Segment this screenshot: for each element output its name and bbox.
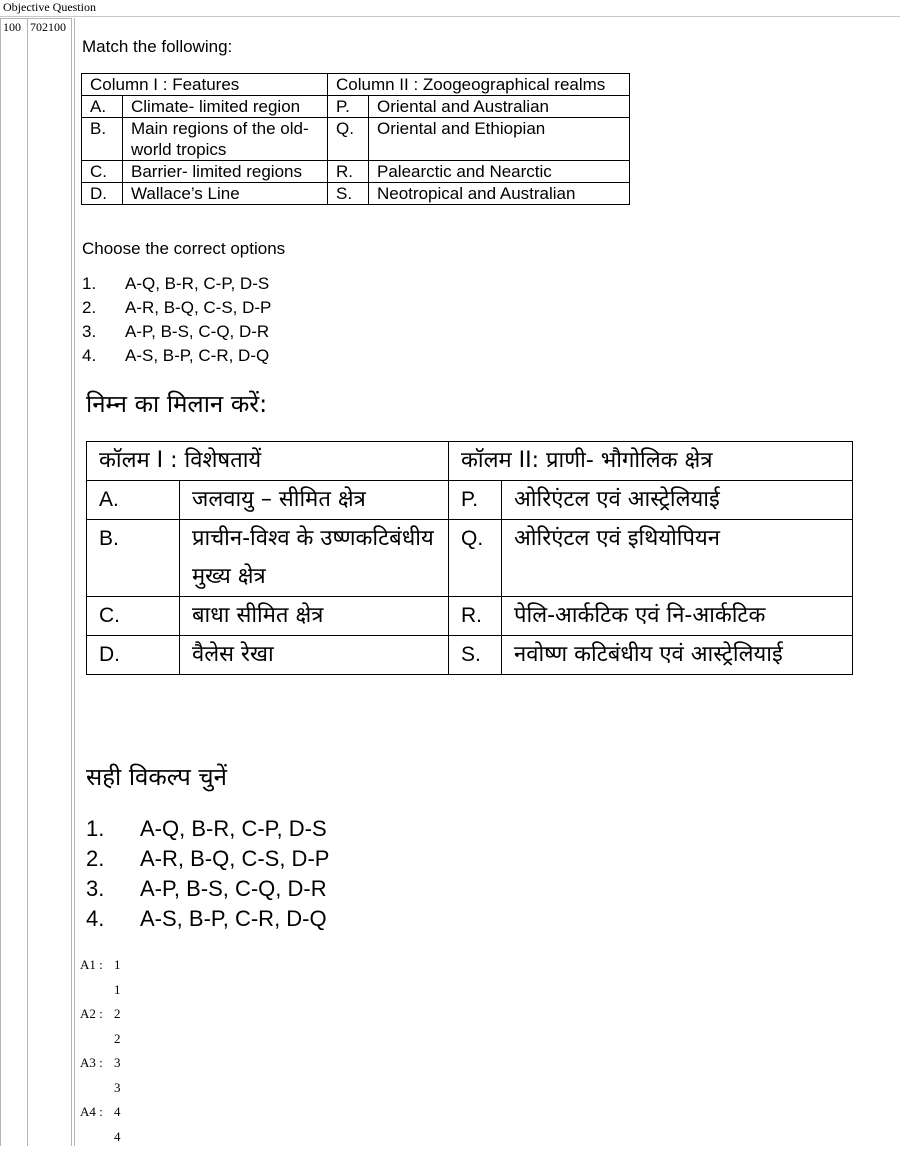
option-1[interactable] — [86, 814, 329, 844]
realm-cell: Oriental and Australian — [369, 96, 630, 118]
row-letter: P. — [328, 96, 369, 118]
row-letter: R. — [449, 597, 502, 636]
row-letter: D. — [87, 636, 180, 675]
table-row — [82, 161, 630, 183]
option-number: 2. — [86, 846, 105, 871]
option-text: A-Q, B-R, C-P, D-S — [140, 816, 327, 841]
row-letter: A. — [82, 96, 123, 118]
table-row — [87, 520, 853, 597]
answer-sub-value: 1 — [114, 981, 121, 997]
row-letter: S. — [328, 183, 369, 205]
answer-value: 3 — [114, 1055, 121, 1070]
option-text: A-P, B-S, C-Q, D-R — [125, 322, 270, 341]
column-1-header: कॉलम I : विशेषतायें — [87, 442, 449, 481]
table-row — [87, 636, 853, 675]
option-number: 4. — [82, 346, 97, 365]
realm-cell: Palearctic and Nearctic — [369, 161, 630, 183]
option-1[interactable] — [82, 272, 271, 296]
realm-cell: नवोष्ण कटिबंधीय एवं आस्ट्रेलियाई — [502, 636, 853, 675]
option-number: 3. — [82, 322, 97, 341]
english-options-list — [82, 272, 271, 368]
english-match-table — [81, 73, 630, 205]
feature-cell: Climate- limited region — [123, 96, 328, 118]
question-number: 100 — [3, 20, 21, 34]
divider — [27, 18, 28, 1146]
option-text: A-R, B-Q, C-S, D-P — [140, 846, 330, 871]
option-3[interactable] — [82, 320, 271, 344]
feature-cell: जलवायु – सीमित क्षेत्र — [180, 481, 449, 520]
row-letter: C. — [82, 161, 123, 183]
answer-label: A3 : — [80, 1055, 103, 1070]
option-text: A-S, B-P, C-R, D-Q — [125, 346, 270, 365]
row-letter: P. — [449, 481, 502, 520]
table-row — [82, 183, 630, 205]
realm-cell: Neotropical and Australian — [369, 183, 630, 205]
question-id: 702100 — [30, 20, 66, 34]
hindi-match-table — [86, 441, 853, 675]
option-3[interactable] — [86, 874, 329, 904]
answer-sub-value: 2 — [114, 1030, 121, 1046]
page-header: Objective Question — [0, 0, 900, 17]
answer-label: A4 : — [80, 1104, 103, 1119]
option-text: A-P, B-S, C-Q, D-R — [140, 876, 327, 901]
row-letter: C. — [87, 597, 180, 636]
answer-value: 4 — [114, 1104, 121, 1119]
row-letter: Q. — [328, 118, 369, 161]
answer-value: 1 — [114, 957, 121, 972]
option-number: 1. — [86, 816, 105, 841]
hindi-choose-label: सही विकल्प चुनें — [86, 763, 227, 791]
english-choose-label: Choose the correct options — [82, 239, 286, 258]
answer-sub-value: 4 — [114, 1128, 121, 1144]
hindi-prompt: निम्न का मिलान करें: — [86, 390, 268, 418]
column-2-header: Column II : Zoogeographical realms — [328, 74, 630, 96]
english-prompt: Match the following: — [82, 37, 233, 56]
divider — [0, 18, 72, 19]
table-row — [87, 481, 853, 520]
answer-label: A2 : — [80, 1006, 103, 1021]
option-number: 1. — [82, 274, 97, 293]
answer-sub-value: 3 — [114, 1079, 121, 1095]
divider — [74, 18, 75, 1146]
table-header-row — [82, 74, 630, 96]
realm-cell: ओरिएंटल एवं इथियोपियन — [502, 520, 853, 597]
option-number: 3. — [86, 876, 105, 901]
feature-cell: Wallace’s Line — [123, 183, 328, 205]
table-header-row — [87, 442, 853, 481]
row-letter: B. — [82, 118, 123, 161]
question-content — [80, 0, 895, 1146]
option-text: A-S, B-P, C-R, D-Q — [140, 906, 327, 931]
table-row — [82, 118, 630, 161]
feature-cell: Barrier- limited regions — [123, 161, 328, 183]
realm-cell: पेलि-आर्कटिक एवं नि-आर्कटिक — [502, 597, 853, 636]
divider — [0, 18, 1, 1146]
option-text: A-Q, B-R, C-P, D-S — [125, 274, 270, 293]
option-2[interactable] — [86, 844, 329, 874]
realm-cell: ओरिएंटल एवं आस्ट्रेलियाई — [502, 481, 853, 520]
feature-cell: प्राचीन-विश्व के उष्णकटिबंधीय मुख्य क्षेत्र — [180, 520, 449, 597]
answer-value: 2 — [114, 1006, 121, 1021]
option-4[interactable] — [86, 904, 329, 934]
row-letter: A. — [87, 481, 180, 520]
option-text: A-R, B-Q, C-S, D-P — [125, 298, 272, 317]
hindi-options-list — [86, 814, 329, 934]
table-row — [82, 96, 630, 118]
row-letter: Q. — [449, 520, 502, 597]
row-letter: B. — [87, 520, 180, 597]
realm-cell: Oriental and Ethiopian — [369, 118, 630, 161]
option-2[interactable] — [82, 296, 271, 320]
option-number: 4. — [86, 906, 105, 931]
answer-label: A1 : — [80, 957, 103, 972]
feature-cell: Main regions of the old-world tropics — [123, 118, 328, 161]
option-4[interactable] — [82, 344, 271, 368]
column-2-header: कॉलम II: प्राणी- भौगोलिक क्षेत्र — [449, 442, 853, 481]
table-row — [87, 597, 853, 636]
feature-cell: वैलेस रेखा — [180, 636, 449, 675]
row-letter: R. — [328, 161, 369, 183]
feature-cell: बाधा सीमित क्षेत्र — [180, 597, 449, 636]
divider — [71, 18, 72, 1146]
option-number: 2. — [82, 298, 97, 317]
column-1-header: Column I : Features — [82, 74, 328, 96]
row-letter: S. — [449, 636, 502, 675]
row-letter: D. — [82, 183, 123, 205]
